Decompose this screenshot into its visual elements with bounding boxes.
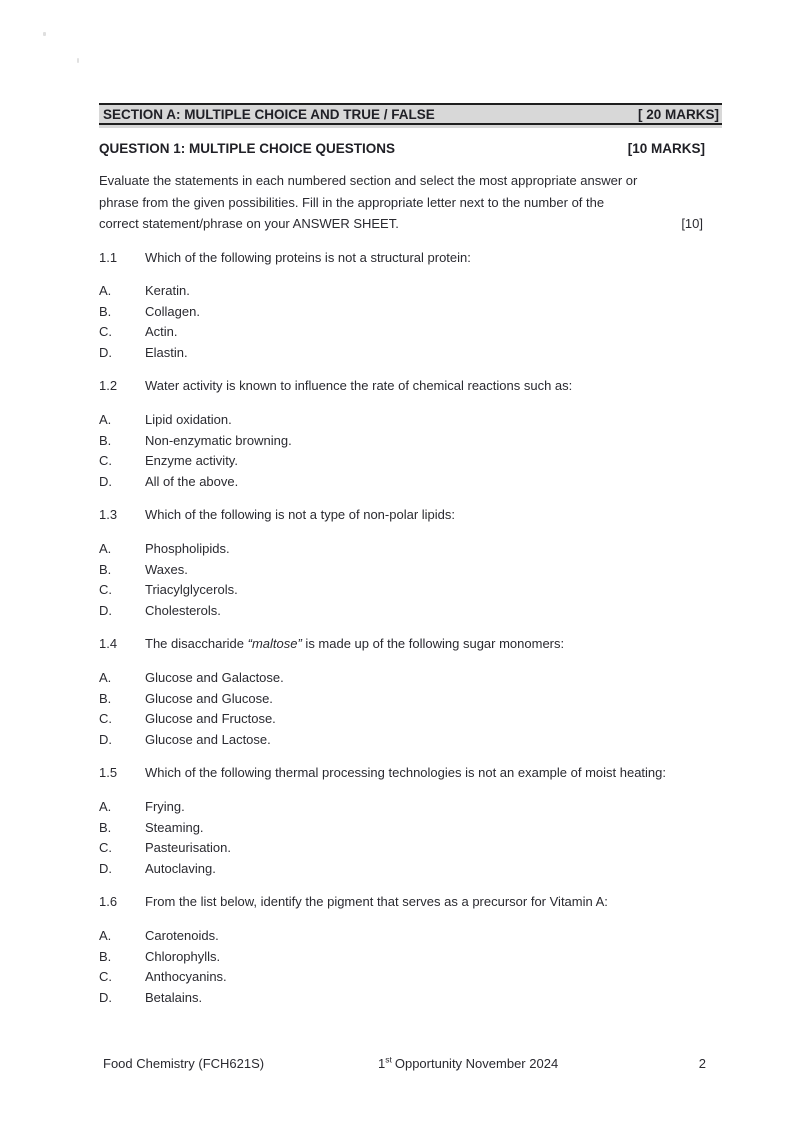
question1-title: QUESTION 1: MULTIPLE CHOICE QUESTIONS [99,141,396,156]
option-row [99,926,722,947]
option-text: Actin. [145,324,178,340]
question-text: Which of the following proteins is not a structural protein: [145,249,471,265]
option-row [99,580,722,601]
instruction-line: phrase from the given possibilities. Fill in the appropriate letter next to the number of the [99,194,605,210]
option-letter: C. [99,453,112,469]
option-row [99,560,722,581]
option-text: Glucose and Fructose. [145,711,276,727]
option-letter: D. [99,473,112,489]
question-block-1-5 [99,763,722,879]
footer-opportunity-text: Opportunity November 2024 [394,1056,559,1071]
option-row [99,472,722,493]
question-number: 1.6 [99,894,118,910]
question-block-1-6 [99,892,722,1008]
option-letter: B. [99,303,112,319]
option-text: Triacylglycerols. [145,582,238,598]
question-heading [99,892,722,913]
option-text: Keratin. [145,283,190,299]
option-text: Glucose and Lactose. [145,731,271,747]
question-block-1-3 [99,505,722,621]
option-letter: C. [99,969,112,985]
option-text: Phospholipids. [145,541,230,557]
question-text-prefix: The disaccharide [145,636,248,652]
question-block-1-1 [99,248,722,364]
question-number: 1.4 [99,636,118,652]
option-row [99,281,722,302]
question1-marks: [10 MARKS] [627,141,705,156]
option-row [99,322,722,343]
option-text: All of the above. [145,473,239,489]
options-list [99,281,722,363]
question-number: 1.1 [99,249,118,265]
options-list [99,926,722,1008]
option-text: Autoclaving. [145,860,216,876]
question-number: 1.5 [99,765,118,781]
option-letter: A. [99,541,112,557]
option-text: Chlorophylls. [145,948,221,964]
option-row [99,730,722,751]
footer-page-number: 2 [698,1056,706,1071]
option-row [99,539,722,560]
option-text: Enzyme activity. [145,453,238,469]
option-letter: C. [99,840,112,856]
option-row [99,451,722,472]
option-text: Cholesterols. [145,602,221,618]
option-text: Frying. [145,798,185,814]
question-heading [99,505,722,526]
question-heading [99,634,722,655]
option-text: Carotenoids. [145,927,219,943]
option-row [99,302,722,323]
option-text: Glucose and Galactose. [145,670,284,685]
option-row [99,709,722,730]
question-text: Which of the following thermal processing technologies is not an example of moist heating: [145,765,667,781]
footer-opportunity-number: 1 [378,1056,386,1071]
option-letter: B. [99,948,112,964]
options-list [99,668,722,750]
footer-opportunity [378,1056,558,1071]
option-row [99,668,722,689]
question-block-1-2 [99,376,722,492]
option-letter: D. [99,860,112,876]
question-heading [99,763,722,784]
option-row [99,797,722,818]
options-list [99,797,722,879]
option-letter: A. [99,412,112,428]
question-heading [99,248,722,269]
option-row [99,601,722,622]
option-letter: D. [99,989,112,1005]
option-row [99,838,722,859]
question-block-1-4 [99,634,722,750]
question-text-italic-term: “maltose” [247,636,302,652]
option-text: Elastin. [145,344,188,360]
section-header-row [99,105,722,125]
question-text-suffix: is made up of the following sugar monomers: [301,636,565,652]
option-text: Glucose and Glucose. [145,690,273,706]
option-row [99,859,722,880]
option-letter: B. [99,690,112,706]
option-text: Non-enzymatic browning. [145,432,292,448]
option-letter: D. [99,731,112,747]
section-header-bar [99,103,722,128]
option-letter: B. [99,432,112,448]
scan-artifact [77,58,79,63]
options-list [99,410,722,492]
section-title: SECTION A: MULTIPLE CHOICE AND TRUE / FALSE [103,107,435,122]
page-content [99,103,722,1008]
option-text: Anthocyanins. [145,969,227,985]
option-row [99,947,722,968]
footer-course: Food Chemistry (FCH621S) [103,1056,265,1071]
option-letter: B. [99,561,112,577]
option-text: Lipid oxidation. [145,412,232,428]
option-letter: A. [99,927,112,943]
option-letter: D. [99,344,112,360]
option-row [99,689,722,710]
section-marks: [ 20 MARKS] [637,107,719,122]
option-letter: C. [99,582,112,598]
question-text: From the list below, identify the pigment that serves as a precursor for Vitamin A: [145,894,608,910]
instruction-line: Evaluate the statements in each numbered section and select the most appropriate answer or [99,173,638,188]
option-letter: A. [99,798,112,814]
option-letter: A. [99,283,112,299]
option-letter: C. [99,711,112,727]
option-text: Pasteurisation. [145,840,231,856]
option-text: Collagen. [145,303,200,319]
option-letter: D. [99,602,112,618]
options-list [99,539,722,621]
option-row [99,988,722,1009]
option-row [99,818,722,839]
option-letter: C. [99,324,112,340]
option-row [99,410,722,431]
instructions [99,170,722,235]
question-text: Which of the following is not a type of non-polar lipids: [145,507,456,523]
option-row [99,343,722,364]
question-number: 1.3 [99,507,118,523]
question-text: Water activity is known to influence the rate of chemical reactions such as: [145,378,573,394]
option-text: Steaming. [145,819,204,835]
option-letter: B. [99,819,112,835]
option-text: Betalains. [145,989,203,1005]
option-text: Waxes. [145,561,188,577]
question-heading [99,376,722,397]
option-row [99,967,722,988]
question-text [145,634,722,655]
option-letter: A. [99,670,112,685]
instruction-line: correct statement/phrase on your ANSWER SHEET. [99,216,399,231]
scan-artifact [43,32,46,36]
option-row [99,431,722,452]
page-footer [103,1056,722,1076]
instructions-marks: [10] [681,216,703,231]
question1-header [99,141,722,156]
question-number: 1.2 [99,378,118,394]
footer-opportunity-ordinal: st [385,1054,392,1065]
